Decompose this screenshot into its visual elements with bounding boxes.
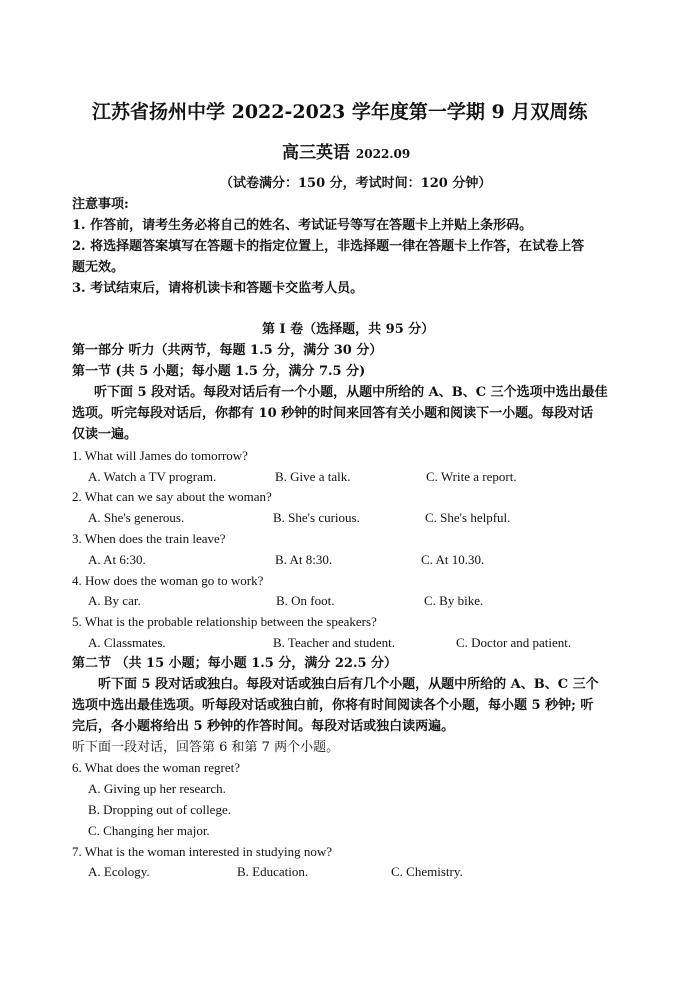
exam-title: 江苏省扬州中学 2022-2023 学年度第一学期 9 月双周练 [92, 101, 588, 123]
section2-instructions: 选项中选出最佳选项。听每段对话或独白前，你将有时间阅读各个小题，每小题 5 秒钟; 听 [72, 698, 594, 713]
exam-info: （试卷满分：150 分，考试时间：120 分钟） [220, 176, 492, 191]
option-c: C. Changing her major. [88, 823, 210, 838]
section1-instructions: 仅读一遍。 [72, 427, 138, 442]
option-a: A. At 6:30. [88, 552, 146, 567]
option-a: A. She's generous. [88, 510, 185, 525]
option-a: A. Classmates. [88, 635, 166, 650]
option-b: B. Teacher and student. [273, 635, 395, 650]
section1-instructions: 听下面 5 段对话。每段对话后有一个小题，从题中所给的 A、B、C 三个选项中选出最佳 [94, 385, 608, 400]
notes-heading: 注意事项: [72, 197, 129, 212]
option-a: A. Ecology. [88, 864, 150, 879]
question-text: 3. When does the train leave? [72, 531, 226, 546]
option-a: A. Giving up her research. [88, 781, 226, 796]
option-b: B. Dropping out of college. [88, 802, 231, 817]
part1-heading: 第一部分 听力（共两节，每题 1.5 分，满分 30 分） [72, 343, 383, 358]
option-c: C. By bike. [424, 593, 484, 608]
note-item: 题无效。 [72, 260, 125, 275]
note-item: 3. 考试结束后，请将机读卡和答题卡交监考人员。 [72, 281, 364, 296]
section1-heading: 第一节 (共 5 小题；每小题 1.5 分，满分 7.5 分) [72, 364, 366, 379]
section2-lead: 听下面一段对话，回答第 6 和第 7 两个小题。 [72, 740, 340, 755]
option-b: B. On foot. [276, 593, 335, 608]
volume-heading: 第 I 卷（选择题，共 95 分） [262, 322, 435, 337]
section2-heading: 第二节 （共 15 小题；每小题 1.5 分，满分 22.5 分） [72, 656, 398, 671]
exam-subject [282, 142, 410, 165]
option-c: C. Chemistry. [391, 864, 463, 879]
subject-name: 高三英语 [282, 143, 350, 163]
section1-instructions: 选项。听完每段对话后，你都有 10 秒钟的时间来回答有关小题和阅读下一小题。每段对话 [72, 406, 594, 421]
option-c: C. Doctor and patient. [456, 635, 572, 650]
option-c: C. Write a report. [426, 469, 517, 484]
question-text: 2. What can we say about the woman? [72, 489, 272, 504]
note-item: 2. 将选择题答案填写在答题卡的指定位置上，非选择题一律在答题卡上作答，在试卷上答 [72, 239, 585, 254]
question-text: 4. How does the woman go to work? [72, 573, 264, 588]
option-c: C. At 10.30. [421, 552, 485, 567]
question-text: 5. What is the probable relationship between the speakers? [72, 614, 377, 629]
exam-date: 2022.09 [355, 147, 411, 161]
question-text: 6. What does the woman regret? [72, 760, 240, 775]
question-text: 1. What will James do tomorrow? [72, 448, 248, 463]
option-a: A. By car. [88, 593, 141, 608]
note-item: 1. 作答前，请考生务必将自己的姓名、考试证号等写在答题卡上并贴上条形码。 [72, 218, 533, 233]
option-c: C. She's helpful. [425, 510, 511, 525]
option-b: B. Give a talk. [275, 469, 351, 484]
question-text: 7. What is the woman interested in studying now? [72, 844, 333, 859]
section2-instructions: 完后，各小题将给出 5 秒钟的作答时间。每段对话或独白读两遍。 [72, 719, 455, 734]
option-b: B. At 8:30. [275, 552, 333, 567]
option-b: B. Education. [237, 864, 309, 879]
section2-instructions: 听下面 5 段对话或独白。每段对话或独白后有几个小题，从题中所给的 A、B、C 三个 [98, 677, 599, 692]
option-b: B. She's curious. [273, 510, 360, 525]
option-a: A. Watch a TV program. [88, 469, 217, 484]
